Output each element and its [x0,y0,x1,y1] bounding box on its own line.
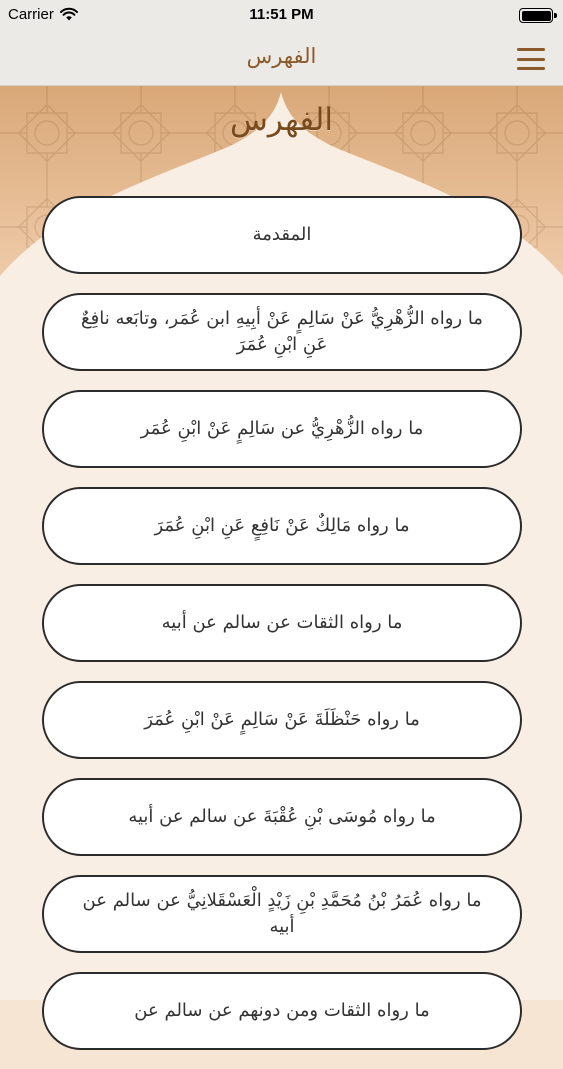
navigation-bar [0,30,563,86]
list-item[interactable]: ما رواه الثقات عن سالم عن أبيه [42,584,522,662]
hamburger-icon [517,48,545,51]
status-time: 11:51 PM [249,6,314,23]
nav-title: الفهرس [246,44,317,68]
list-item[interactable]: ما رواه الزُّهْرِيُّ عَنْ سَالِمٍ عَنْ أبِيهِ ابن عُمَر، وتابَعه نافِعٌ عَنِ ابْنِ عُمَرَ [42,293,522,371]
page-title: الفهرس [230,102,333,138]
carrier-label: Carrier [8,6,54,23]
list-item[interactable]: ما رواه حَنْظَلَةَ عَنْ سَالِمٍ عَنْ ابْنِ عُمَرَ [42,681,522,759]
content-area[interactable] [0,86,563,1021]
list-item[interactable]: ما رواه مُوسَى بْنِ عُقْبَةَ عن سالم عن أبيه [42,778,522,856]
status-bar [0,0,563,30]
index-list [42,196,522,1069]
list-item[interactable]: ما رواه عُمَرُ بْنُ مُحَمَّدِ بْنِ زَيْدٍ الْعَسْقَلانِيُّ عن سالم عن أبيه [42,875,522,953]
list-item-introduction[interactable]: المقدمة [42,196,522,274]
list-item[interactable]: ما رواه الثقات ومن دونهم عن سالم عن [42,972,522,1050]
menu-button[interactable] [517,48,545,70]
battery-icon [519,8,553,23]
list-item[interactable]: ما رواه مَالِكٌ عَنْ نَافِعٍ عَنِ ابْنِ عُمَرَ [42,487,522,565]
list-item[interactable]: ما رواه الزُّهْرِيُّ عن سَالِمٍ عَنْ ابْنِ عُمَر [42,390,522,468]
